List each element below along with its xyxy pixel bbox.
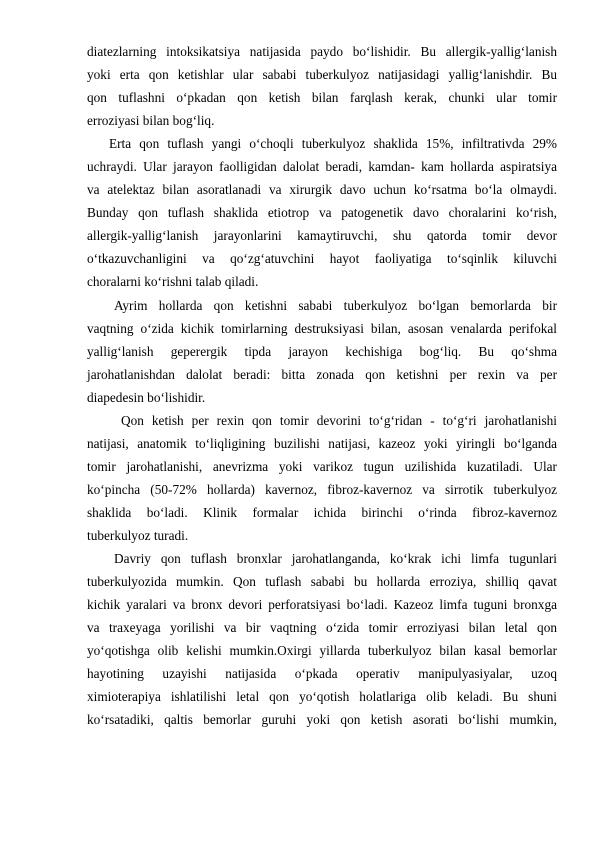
text-line: yoki erta qon ketishlar ular sababi tuberkulyoz natijasidagi yallig‘lanishdir. Bu [87, 67, 557, 83]
text-line: va atelektaz bilan asoratlanadi va xirurgik davo uchun ko‘rsatma bo‘la olmaydi. [87, 182, 557, 198]
text-line: natijasi, anatomik to‘liqligining buzilishi natijasi, kazeoz yoki yiringli bo‘lganda [87, 435, 557, 451]
text-line: kichik yaralari va bronx devori perforatsiyasi bo‘ladi. Kazeoz limfa tuguni bronxga [87, 597, 557, 613]
document-page [87, 40, 557, 731]
text-line: Ayrim hollarda qon ketishni sababi tuberkulyoz bo‘lgan bemorlarda bir [114, 297, 557, 313]
paragraph-early-hemoptysis [87, 132, 557, 293]
text-line: qon tuflashni o‘pkadan qon ketish bilan farqlash kerak, chunki ular tomir [87, 90, 557, 106]
text-line: vaqtning o‘zida kichik tomirlarning destruksiyasi bilan, asosan venalarda perifokal [87, 320, 557, 336]
text-line: Qon ketish per rexin qon tomir devorini to‘g‘ridan - to‘g‘ri jarohatlanishi [121, 412, 557, 428]
text-line: ko‘pincha (50-72% hollarda) kavernoz, fibroz-kavernoz va sirrotik tuberkulyoz [87, 481, 557, 497]
text-line: Davriy qon tuflash bronxlar jarohatlanganda, ko‘krak ichi limfa tugunlari [114, 551, 557, 567]
text-line: allergik-yallig‘lanish jarayonlarini kamaytiruvchi, shu qatorda tomir devor [87, 228, 557, 244]
text-line: hayotining uzayishi natijasida o‘pkada operativ manipulyasiyalar, uzoq [87, 666, 557, 682]
text-line: Erta qon tuflash yangi o‘choqli tuberkulyoz shaklida 15%, infiltrativda 29% [109, 136, 557, 152]
text-line: tuberkulyoz turadi. [87, 527, 189, 543]
text-line: o‘tkazuvchanligini va qo‘zg‘atuvchini hayot faoliyatiga to‘sqinlik kiluvchi [87, 251, 557, 267]
text-line: shaklida bo‘ladi. Klinik formalar ichida birinchi o‘rinda fibroz-kavernoz [87, 504, 557, 520]
text-line: ko‘rsatadiki, qaltis bemorlar guruhi yoki qon ketish asorati bo‘lishi mumkin, [87, 712, 557, 728]
paragraph-per-rexin [87, 409, 557, 547]
text-line: uchraydi. Ular jarayon faolligidan dalolat beradi, kamdan- kam hollarda aspiratsiya [87, 159, 557, 175]
paragraph-small-vessel-destruction [87, 294, 557, 409]
text-line: erroziyasi bilan bog‘liq. [87, 113, 215, 129]
paragraph-periodic-hemoptysis [87, 547, 557, 731]
paragraph-intoxication [87, 40, 557, 132]
text-line: tuberkulyozida mumkin. Qon tuflash sababi bu hollarda erroziya, shilliq qavat [87, 574, 557, 590]
text-line: tomir jarohatlanishi, anevrizma yoki varikoz tugun uzilishida kuzatiladi. Ular [87, 458, 557, 474]
text-line: diatezlarning intoksikatsiya natijasida paydo bo‘lishidir. Bu allergik-yallig‘lanish [87, 44, 557, 59]
text-line: va traxeyaga yorilishi va bir vaqtning o‘zida tomir erroziyasi bilan letal qon [87, 620, 557, 636]
text-line: ximioterapiya ishlatilishi letal qon yo‘qotish holatlariga olib keladi. Bu shuni [87, 689, 557, 705]
text-line: yo‘qotishga olib kelishi mumkin.Oxirgi yillarda tuberkulyoz bilan kasal bemorlar [87, 643, 557, 659]
text-line: yallig‘lanish geperergik tipda jarayon kechishiga bog‘liq. Bu qo‘shma [87, 343, 557, 359]
text-line: choralarni ko‘rishni talab qiladi. [87, 274, 259, 290]
text-line: Bunday qon tuflash shaklida etiotrop va patogenetik davo choralarini ko‘rish, [87, 205, 557, 221]
text-line: diapedesin bo‘lishidir. [87, 389, 206, 405]
text-line: jarohatlanishdan dalolat beradi: bitta zonada qon ketishni per rexin va per [87, 366, 557, 382]
